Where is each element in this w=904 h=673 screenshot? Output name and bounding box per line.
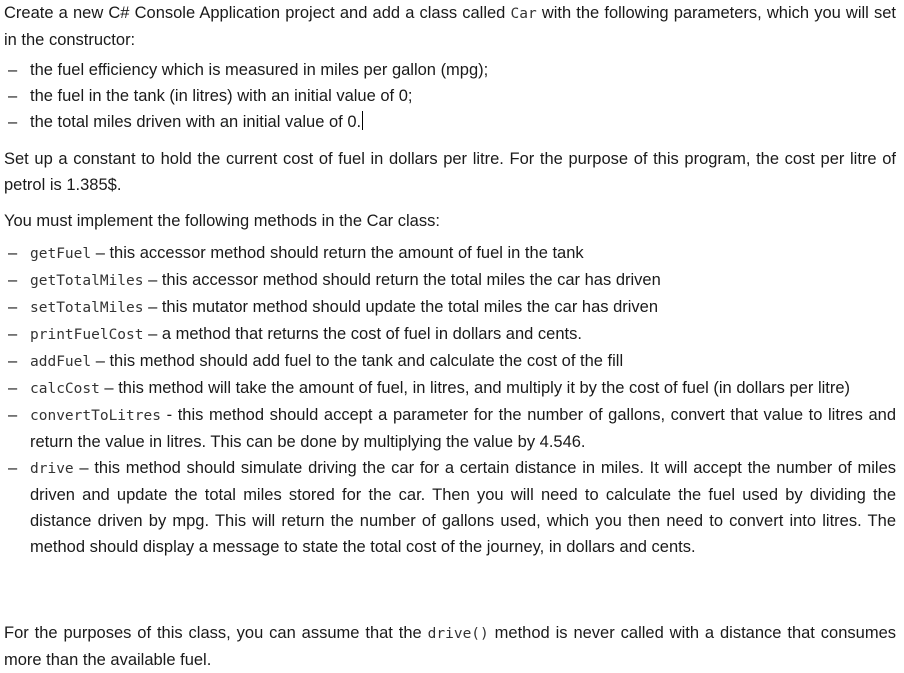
method-name-code: getFuel <box>30 246 92 262</box>
list-item <box>4 109 896 135</box>
list-item <box>4 83 896 109</box>
method-name-code: drive <box>30 461 74 477</box>
intro-text-after: with the following parameters, which you will set in the constructor: <box>4 4 896 49</box>
method-name-code: getTotalMiles <box>30 273 144 289</box>
parameter-text: the fuel efficiency which is measured in miles per gallon (mpg); <box>30 61 489 79</box>
method-description: – this mutator method should update the total miles the car has driven <box>143 298 659 316</box>
methods-intro: You must implement the following methods in the Car class: <box>4 212 440 230</box>
list-item <box>4 321 896 348</box>
method-description: – this accessor method should return the total miles the car has driven <box>143 271 661 289</box>
list-item <box>4 267 896 294</box>
parameters-list <box>4 57 896 135</box>
method-description: – a method that returns the cost of fuel in dollars and cents. <box>143 325 582 343</box>
closing-text-after: method is never called with a distance that consumes more than the available fuel. <box>4 624 897 669</box>
method-name-code: addFuel <box>30 354 92 370</box>
list-item <box>4 455 896 560</box>
constant-paragraph: Set up a constant to hold the current cost of fuel in dollars per litre. For the purpose of this program, the cost per litre of petrol is 1.385$. <box>4 150 896 194</box>
method-name-code: calcCost <box>30 381 100 397</box>
method-description: – this accessor method should return the amount of fuel in the tank <box>91 244 584 262</box>
list-item <box>4 294 896 321</box>
method-description: – this method will take the amount of fuel, in litres, and multiply it by the cost of fuel (in dollars per litre) <box>99 379 851 397</box>
parameter-text: the fuel in the tank (in litres) with an initial value of 0; <box>30 87 413 105</box>
list-item <box>4 348 896 375</box>
list-item <box>4 375 896 402</box>
list-item <box>4 57 896 83</box>
list-item <box>4 240 896 267</box>
intro-paragraph <box>4 0 896 53</box>
method-name-code: printFuelCost <box>30 327 144 343</box>
closing-text-before: For the purposes of this class, you can assume that the <box>4 624 428 642</box>
text-cursor <box>362 111 363 130</box>
intro-text-before: Create a new C# Console Application project and add a class called <box>4 4 511 22</box>
method-description: – this method should add fuel to the tank and calculate the cost of the fill <box>91 352 624 370</box>
method-name-code: convertToLitres <box>30 408 161 424</box>
list-item <box>4 402 896 455</box>
method-name-code: setTotalMiles <box>30 300 144 316</box>
method-description: - this method should accept a parameter for the number of gallons, convert that value to litres and return the value in litres. This can be done by multiplying the value by 4.546. <box>30 406 896 451</box>
drive-code: drive() <box>427 626 489 642</box>
methods-list <box>4 240 896 560</box>
method-description: – this method should simulate driving the car for a certain distance in miles. It will accept the number of miles driven and update the total miles stored for the car. Then you will need to calculate the fuel used by dividing the distance driven by mpg. This will return the number of gallons used, which you then need to convert into litres. The method should display a message to state the total cost of the journey, in dollars and cents. <box>30 459 896 556</box>
closing-paragraph <box>4 620 896 673</box>
parameter-text: the total miles driven with an initial value of 0. <box>30 113 362 131</box>
class-name-code: Car <box>510 6 537 22</box>
